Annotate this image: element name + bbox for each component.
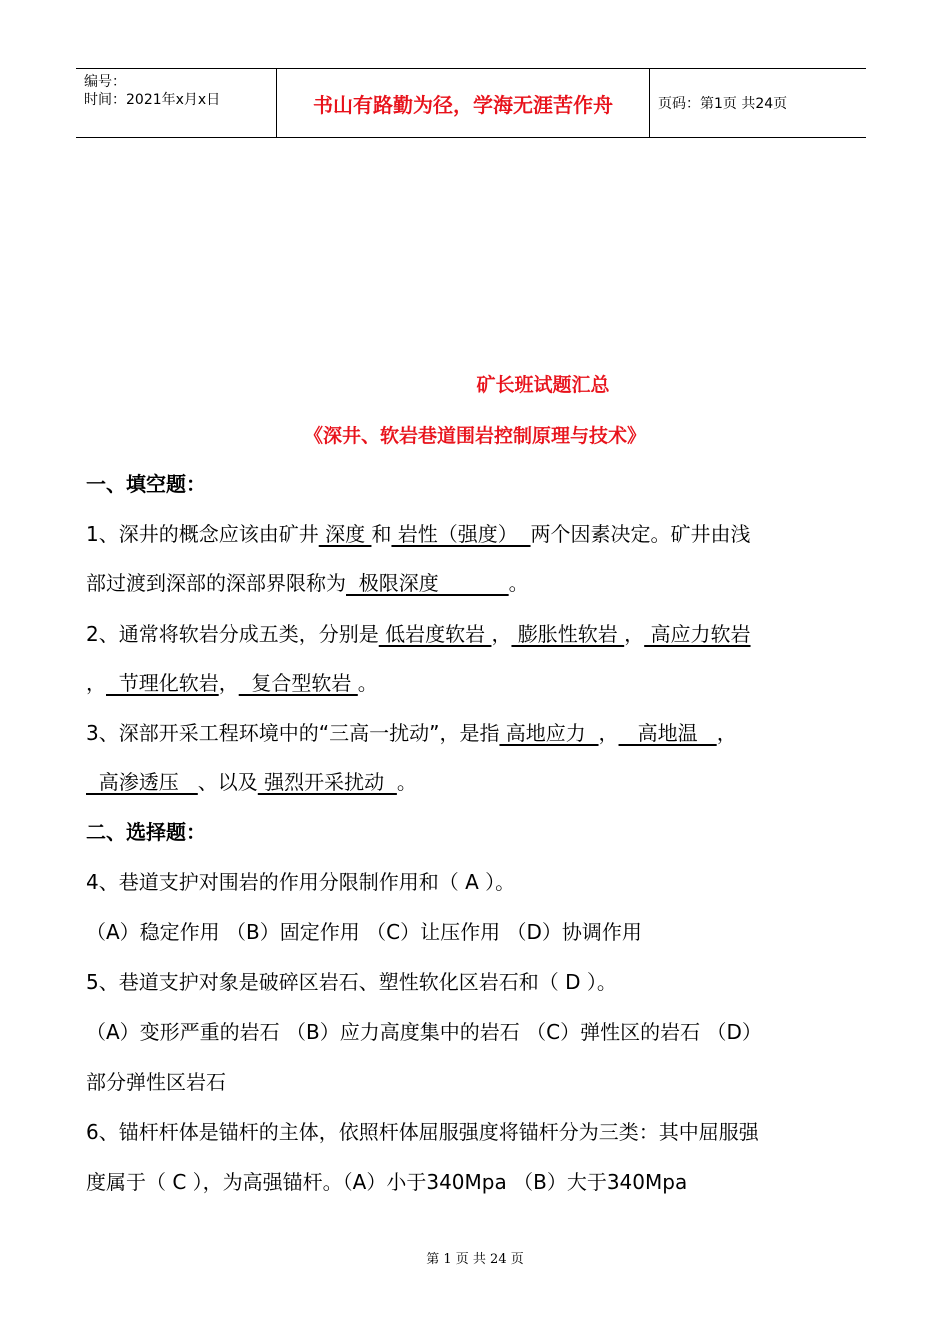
time-label: 时间：2021年x月x日 <box>84 92 221 108</box>
question-text: 1、深井的概念应该由矿井 <box>86 522 319 546</box>
question-text: 3、深部开采工程环境中的“三高一扰动”，是指 <box>86 721 500 745</box>
question-stem: 4、巷道支护对围岩的作用分限制作用和（ A ）。 <box>86 870 516 894</box>
question-text: 、以及 <box>197 770 258 794</box>
question-options: 部分弹性区岩石 <box>86 1070 226 1094</box>
question-text: ， <box>86 671 106 695</box>
question-stem: 5、巷道支护对象是破碎区岩石、塑性软化区岩石和（ D ）。 <box>86 970 617 994</box>
document-title: 矿长班试题汇总 <box>476 374 610 396</box>
question-line <box>86 766 417 795</box>
question-text: 两个因素决定。矿井由浅 <box>530 522 751 546</box>
answer-blank: 节理化软岩 <box>106 671 219 695</box>
question-text: 2、通常将软岩分成五类，分别是 <box>86 622 379 646</box>
answer-blank: 极限深度 <box>346 571 509 595</box>
question-text: 。 <box>357 671 378 695</box>
section-heading: 一、填空题： <box>86 472 206 496</box>
answer-blank: 高地应力 <box>499 721 599 745</box>
question-text: ， <box>716 721 737 745</box>
header-info-cell <box>76 69 276 137</box>
question-line <box>86 518 751 547</box>
answer-blank: 膨胀性软岩 <box>511 622 625 646</box>
header-divider <box>649 69 650 137</box>
header-motto: 书山有路勤为径，学海无涯苦作舟 <box>313 92 613 117</box>
question-line <box>86 567 529 596</box>
answer-blank: 强烈开采扰动 <box>257 770 397 794</box>
number-label: 编号： <box>84 74 126 90</box>
section-heading: 二、选择题： <box>86 820 206 844</box>
answer-blank: 复合型软岩 <box>238 671 358 695</box>
answer-blank: 高应力软岩 <box>644 622 751 646</box>
question-text: ， <box>598 721 619 745</box>
document-subtitle: 《深井、软岩巷道围岩控制原理与技术》 <box>303 425 646 447</box>
answer-blank: 低岩度软岩 <box>378 622 492 646</box>
answer-blank: 深度 <box>318 522 372 546</box>
question-line <box>86 667 378 696</box>
question-text: 。 <box>508 571 529 595</box>
question-text: ， <box>218 671 239 695</box>
question-stem: 度属于（ C ），为高强锚杆。（A）小于340Mpa （B）大于340Mpa <box>86 1170 688 1194</box>
question-text: 部过渡到深部的深部界限称为 <box>86 571 346 595</box>
question-line <box>86 717 737 746</box>
header-table <box>76 68 866 138</box>
answer-blank: 岩性（强度） <box>391 522 531 546</box>
question-options: （A）稳定作用 （B）固定作用 （C）让压作用 （D）协调作用 <box>86 920 642 944</box>
question-line <box>86 618 751 647</box>
question-text: ， <box>491 622 512 646</box>
header-page-label: 页码：第1页 共24页 <box>658 96 788 112</box>
page-footer: 第 1 页 共 24 页 <box>426 1252 524 1267</box>
answer-blank: 高地温 <box>618 721 717 745</box>
answer-blank: 高渗透压 <box>86 770 198 794</box>
question-text: ， <box>624 622 645 646</box>
question-stem: 6、锚杆杆体是锚杆的主体，依照杆体屈服强度将锚杆分为三类：其中屈服强 <box>86 1120 759 1144</box>
question-text: 和 <box>371 522 392 546</box>
question-text: 。 <box>396 770 417 794</box>
question-options: （A）变形严重的岩石 （B）应力高度集中的岩石 （C）弹性区的岩石 （D） <box>86 1020 762 1044</box>
